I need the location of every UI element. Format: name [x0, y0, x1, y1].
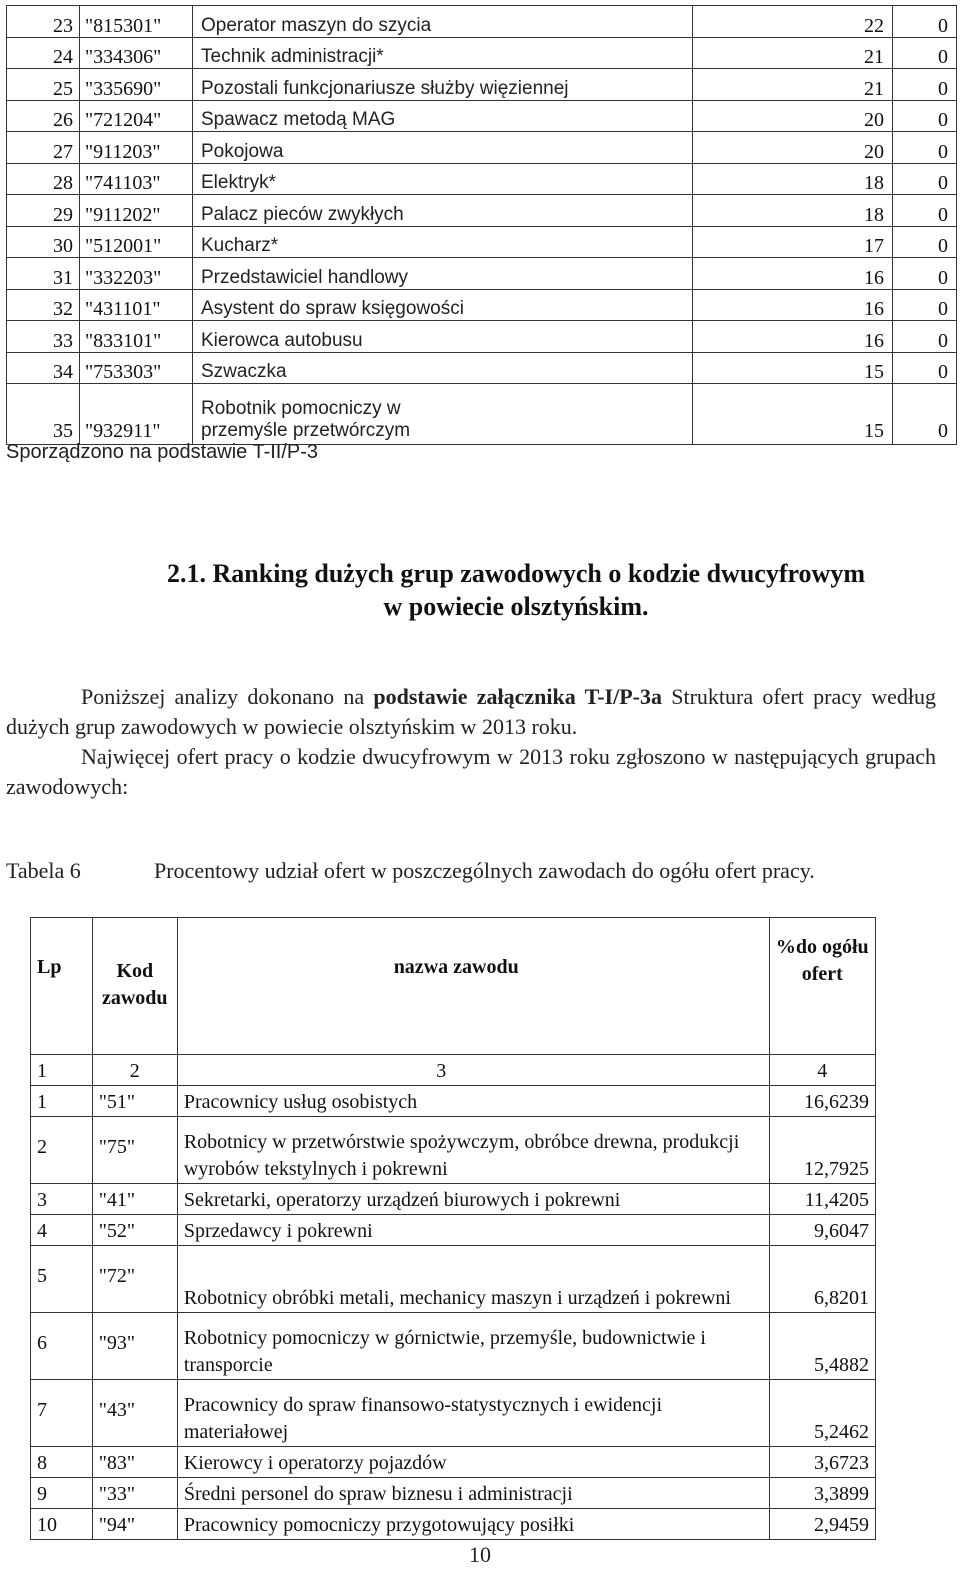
occupations-table-top	[6, 5, 957, 445]
lp-cell: 8	[31, 1447, 93, 1478]
table-row	[7, 384, 957, 445]
occupation-cell: Szwaczka	[193, 352, 693, 384]
lp-cell: 25	[7, 69, 80, 101]
lp-cell: 28	[7, 163, 80, 195]
paragraph-1	[6, 682, 936, 742]
group-name-cell: Sprzedawcy i pokrewni	[177, 1215, 769, 1246]
lp-cell: 30	[7, 226, 80, 258]
count-cell: 18	[693, 163, 893, 195]
count-cell: 20	[693, 100, 893, 132]
percent-cell: 12,7925	[769, 1117, 875, 1184]
lp-cell: 27	[7, 132, 80, 164]
group-name-cell: Sekretarki, operatorzy urządzeń biurowych i pokrewni	[177, 1184, 769, 1215]
table-row	[7, 132, 957, 164]
lp-cell: 3	[31, 1184, 93, 1215]
count-cell: 16	[693, 321, 893, 353]
occupation-cell: Operator maszyn do szycia	[193, 6, 693, 38]
code-cell: "911203"	[80, 132, 193, 164]
index-lp: 1	[31, 1055, 93, 1086]
code-cell: "94"	[92, 1509, 177, 1540]
code-cell: "43"	[92, 1380, 177, 1447]
table-row	[7, 289, 957, 321]
table-row	[7, 100, 957, 132]
count-cell: 0	[893, 289, 957, 321]
occupation-cell: Przedstawiciel handlowy	[193, 258, 693, 290]
lp-cell: 9	[31, 1478, 93, 1509]
table-row	[31, 1509, 876, 1540]
count-cell: 0	[893, 352, 957, 384]
header-row	[31, 918, 876, 1055]
index-code: 2	[92, 1055, 177, 1086]
lp-cell: 29	[7, 195, 80, 227]
table-row	[31, 1117, 876, 1184]
code-cell: "51"	[92, 1086, 177, 1117]
table-row	[7, 258, 957, 290]
group-name-cell: Pracownicy pomocniczy przygotowujący posiłki	[177, 1509, 769, 1540]
table-row	[7, 69, 957, 101]
heading-line-2: w powiecie olsztyńskim.	[383, 592, 649, 621]
table-row	[7, 37, 957, 69]
table-row	[7, 163, 957, 195]
percent-cell: 9,6047	[769, 1215, 875, 1246]
lp-cell: 35	[7, 384, 80, 445]
percent-cell: 5,2462	[769, 1380, 875, 1447]
code-cell: "41"	[92, 1184, 177, 1215]
count-cell: 0	[893, 321, 957, 353]
lp-cell: 10	[31, 1509, 93, 1540]
percent-cell: 16,6239	[769, 1086, 875, 1117]
count-cell: 21	[693, 37, 893, 69]
code-cell: "33"	[92, 1478, 177, 1509]
percent-cell: 3,6723	[769, 1447, 875, 1478]
heading-line-1: 2.1. Ranking dużych grup zawodowych o kodzie dwucyfrowym	[167, 559, 865, 588]
section-heading	[0, 557, 960, 623]
count-cell: 0	[893, 195, 957, 227]
lp-cell: 32	[7, 289, 80, 321]
count-cell: 0	[893, 100, 957, 132]
count-cell: 0	[893, 6, 957, 38]
lp-cell: 4	[31, 1215, 93, 1246]
count-cell: 0	[893, 37, 957, 69]
code-cell: "75"	[92, 1117, 177, 1184]
table-row	[31, 1184, 876, 1215]
occupation-cell: Robotnik pomocniczy w przemyśle przetwórczym	[193, 384, 693, 445]
code-cell: "932911"	[80, 384, 193, 445]
group-name-cell: Średni personel do spraw biznesu i administracji	[177, 1478, 769, 1509]
lp-cell: 31	[7, 258, 80, 290]
count-cell: 15	[693, 352, 893, 384]
lp-cell: 6	[31, 1313, 93, 1380]
percent-cell: 5,4882	[769, 1313, 875, 1380]
lp-cell: 26	[7, 100, 80, 132]
code-cell: "815301"	[80, 6, 193, 38]
header-lp: Lp	[31, 918, 93, 1055]
code-cell: "741103"	[80, 163, 193, 195]
table-label: Tabela 6	[6, 858, 81, 883]
count-cell: 16	[693, 258, 893, 290]
code-cell: "334306"	[80, 37, 193, 69]
code-cell: "83"	[92, 1447, 177, 1478]
table-row	[31, 1380, 876, 1447]
occupation-cell: Kucharz*	[193, 226, 693, 258]
count-cell: 0	[893, 132, 957, 164]
table-row	[31, 1447, 876, 1478]
table-row	[7, 352, 957, 384]
paragraph-1-start: Poniższej analizy dokonano na	[81, 684, 374, 709]
occupation-groups-table	[30, 917, 876, 1540]
count-cell: 0	[893, 384, 957, 445]
occupation-cell: Pokojowa	[193, 132, 693, 164]
code-cell: "721204"	[80, 100, 193, 132]
table-row	[7, 195, 957, 227]
count-cell: 0	[893, 69, 957, 101]
lp-cell: 2	[31, 1117, 93, 1184]
index-name: 3	[177, 1055, 769, 1086]
paragraph-1-bold: podstawie załącznika T-I/P-3a	[373, 684, 662, 709]
code-cell: "93"	[92, 1313, 177, 1380]
code-cell: "52"	[92, 1215, 177, 1246]
table-row	[31, 1215, 876, 1246]
code-cell: "911202"	[80, 195, 193, 227]
occupation-cell: Asystent do spraw księgowości	[193, 289, 693, 321]
occupation-cell: Palacz pieców zwykłych	[193, 195, 693, 227]
group-name-cell: Robotnicy pomocniczy w górnictwie, przemyśle, budownictwie i transporcie	[177, 1313, 769, 1380]
code-cell: "833101"	[80, 321, 193, 353]
percent-cell: 6,8201	[769, 1246, 875, 1313]
count-cell: 15	[693, 384, 893, 445]
page-number: 10	[469, 1542, 491, 1567]
count-cell: 17	[693, 226, 893, 258]
table-row	[31, 1478, 876, 1509]
occupation-cell: Elektryk*	[193, 163, 693, 195]
header-percent: %do ogółu ofert	[769, 918, 875, 1055]
occupation-cell: Kierowca autobusu	[193, 321, 693, 353]
code-cell: "332203"	[80, 258, 193, 290]
lp-cell: 5	[31, 1246, 93, 1313]
code-cell: "72"	[92, 1246, 177, 1313]
index-row	[31, 1055, 876, 1086]
lp-cell: 7	[31, 1380, 93, 1447]
group-name-cell: Kierowcy i operatorzy pojazdów	[177, 1447, 769, 1478]
lp-cell: 23	[7, 6, 80, 38]
occupation-cell: Pozostali funkcjonariusze służby więziennej	[193, 69, 693, 101]
group-name-cell: Pracownicy usług osobistych	[177, 1086, 769, 1117]
header-code: Kod zawodu	[92, 918, 177, 1055]
lp-cell: 34	[7, 352, 80, 384]
code-cell: "512001"	[80, 226, 193, 258]
percent-cell: 3,3899	[769, 1478, 875, 1509]
count-cell: 21	[693, 69, 893, 101]
lp-cell: 24	[7, 37, 80, 69]
occupation-cell: Technik administracji*	[193, 37, 693, 69]
code-cell: "335690"	[80, 69, 193, 101]
header-name: nazwa zawodu	[177, 918, 769, 1055]
source-note: Sporządzono na podstawie T-II/P-3	[6, 441, 319, 463]
percent-cell: 11,4205	[769, 1184, 875, 1215]
code-cell: "753303"	[80, 352, 193, 384]
table-row	[7, 321, 957, 353]
count-cell: 0	[893, 163, 957, 195]
lp-cell: 33	[7, 321, 80, 353]
count-cell: 0	[893, 258, 957, 290]
table-row	[7, 6, 957, 38]
group-name-cell: Robotnicy obróbki metali, mechanicy maszyn i urządzeń i pokrewni	[177, 1246, 769, 1313]
table-row	[31, 1246, 876, 1313]
count-cell: 20	[693, 132, 893, 164]
code-cell: "431101"	[80, 289, 193, 321]
group-name-cell: Robotnicy w przetwórstwie spożywczym, obróbce drewna, produkcji wyrobów tekstylnych i pokrewni	[177, 1117, 769, 1184]
count-cell: 0	[893, 226, 957, 258]
percent-cell: 2,9459	[769, 1509, 875, 1540]
count-cell: 16	[693, 289, 893, 321]
group-name-cell: Pracownicy do spraw finansowo-statystycznych i ewidencji materiałowej	[177, 1380, 769, 1447]
table-row	[31, 1313, 876, 1380]
lp-cell: 1	[31, 1086, 93, 1117]
paragraph-1-end: Struktura ofert pracy według dużych grup zawodowych w powiecie olsztyńskim w 2013 roku.	[6, 684, 936, 739]
occupation-cell: Spawacz metodą MAG	[193, 100, 693, 132]
paragraph-2: Najwięcej ofert pracy o kodzie dwucyfrowym w 2013 roku zgłoszono w następujących grupach zawodowych:	[6, 744, 936, 799]
body-text	[6, 682, 936, 802]
table-row	[31, 1086, 876, 1117]
count-cell: 22	[693, 6, 893, 38]
table-title: Procentowy udział ofert w poszczególnych zawodach do ogółu ofert pracy.	[154, 858, 815, 883]
count-cell: 18	[693, 195, 893, 227]
index-percent: 4	[769, 1055, 875, 1086]
table-row	[7, 226, 957, 258]
